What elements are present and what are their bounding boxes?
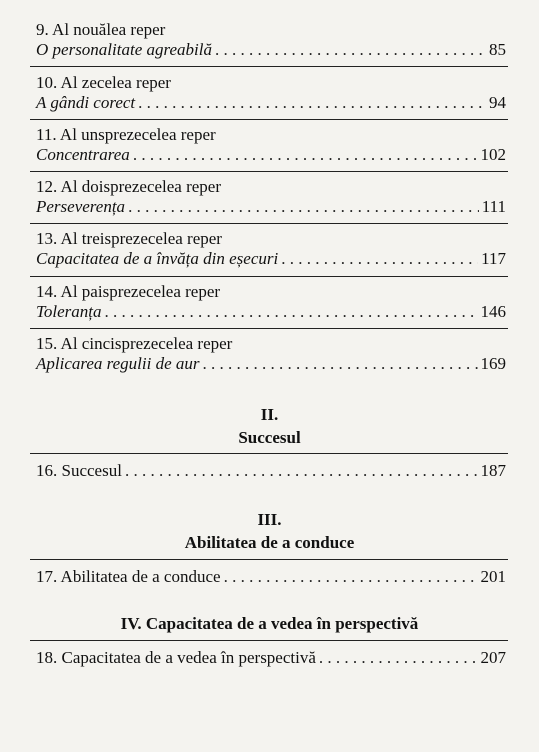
section-title: IV. Capacitatea de a vedea în perspectivă [120, 614, 419, 633]
toc-entry [36, 648, 506, 668]
toc-section-3 [36, 567, 506, 587]
page-number: 94 [489, 93, 506, 112]
entry-title: 16. Succesul [36, 461, 122, 480]
dot-leader [125, 461, 478, 481]
divider [30, 276, 508, 277]
divider [30, 559, 508, 560]
toc-section-2 [36, 461, 506, 481]
toc-entry [36, 461, 506, 481]
divider [30, 66, 508, 67]
dot-leader [319, 648, 478, 668]
section-title: Succesul [238, 428, 301, 447]
dot-leader [224, 567, 478, 587]
toc-entry [36, 177, 506, 217]
toc-entry [36, 229, 506, 269]
entry-title: 9. Al nouălea reper [36, 20, 166, 39]
divider [30, 171, 508, 172]
entry-title: 10. Al zecelea reper [36, 73, 171, 92]
dot-leader [203, 354, 478, 374]
entry-subtitle: A gândi corect [36, 93, 136, 112]
page-number: 146 [480, 302, 506, 321]
toc-entry [36, 567, 506, 587]
section-number: II. [260, 405, 279, 424]
toc-entry [36, 125, 506, 165]
entry-title: 14. Al paisprezecelea reper [36, 282, 221, 301]
page-number: 102 [480, 145, 506, 164]
divider [30, 453, 508, 454]
page-number: 85 [489, 40, 506, 59]
divider [30, 119, 508, 120]
dot-leader [138, 93, 486, 113]
page-number: 111 [481, 197, 506, 216]
section-title: Abilitatea de a conduce [184, 533, 355, 552]
entry-subtitle: Perseverența [36, 197, 126, 216]
entry-title: 13. Al treisprezecelea reper [36, 229, 222, 248]
divider [30, 640, 508, 641]
toc-entry [36, 282, 506, 322]
dot-leader [215, 40, 486, 60]
entry-title: 18. Capacitatea de a vedea în perspectivă [36, 648, 316, 667]
entry-subtitle: Toleranța [36, 302, 102, 321]
toc-section-4 [36, 648, 506, 668]
page-number: 207 [480, 648, 506, 667]
entry-title: 17. Abilitatea de a conduce [36, 567, 221, 586]
toc-entry [36, 20, 506, 60]
divider [30, 328, 508, 329]
entry-subtitle: Aplicarea regulii de aur [36, 354, 200, 373]
dot-leader [281, 249, 478, 269]
entry-subtitle: O personalitate agreabilă [36, 40, 212, 59]
toc-entry [36, 73, 506, 113]
entry-title: 11. Al unsprezecelea reper [36, 125, 216, 144]
toc-entry [36, 334, 506, 374]
page-number: 201 [480, 567, 506, 586]
page-number: 187 [480, 461, 506, 480]
section-number: III. [257, 510, 282, 529]
entry-subtitle: Capacitatea de a învăța din eșecuri [36, 249, 279, 268]
entry-title: 12. Al doisprezecelea reper [36, 177, 222, 196]
dot-leader [128, 197, 479, 217]
page-number: 117 [481, 249, 506, 268]
entry-subtitle: Concentrarea [36, 145, 130, 164]
dot-leader [105, 302, 478, 322]
page-number: 169 [480, 354, 506, 373]
divider [30, 223, 508, 224]
entry-title: 15. Al cincisprezecelea reper [36, 334, 233, 353]
dot-leader [133, 145, 478, 165]
